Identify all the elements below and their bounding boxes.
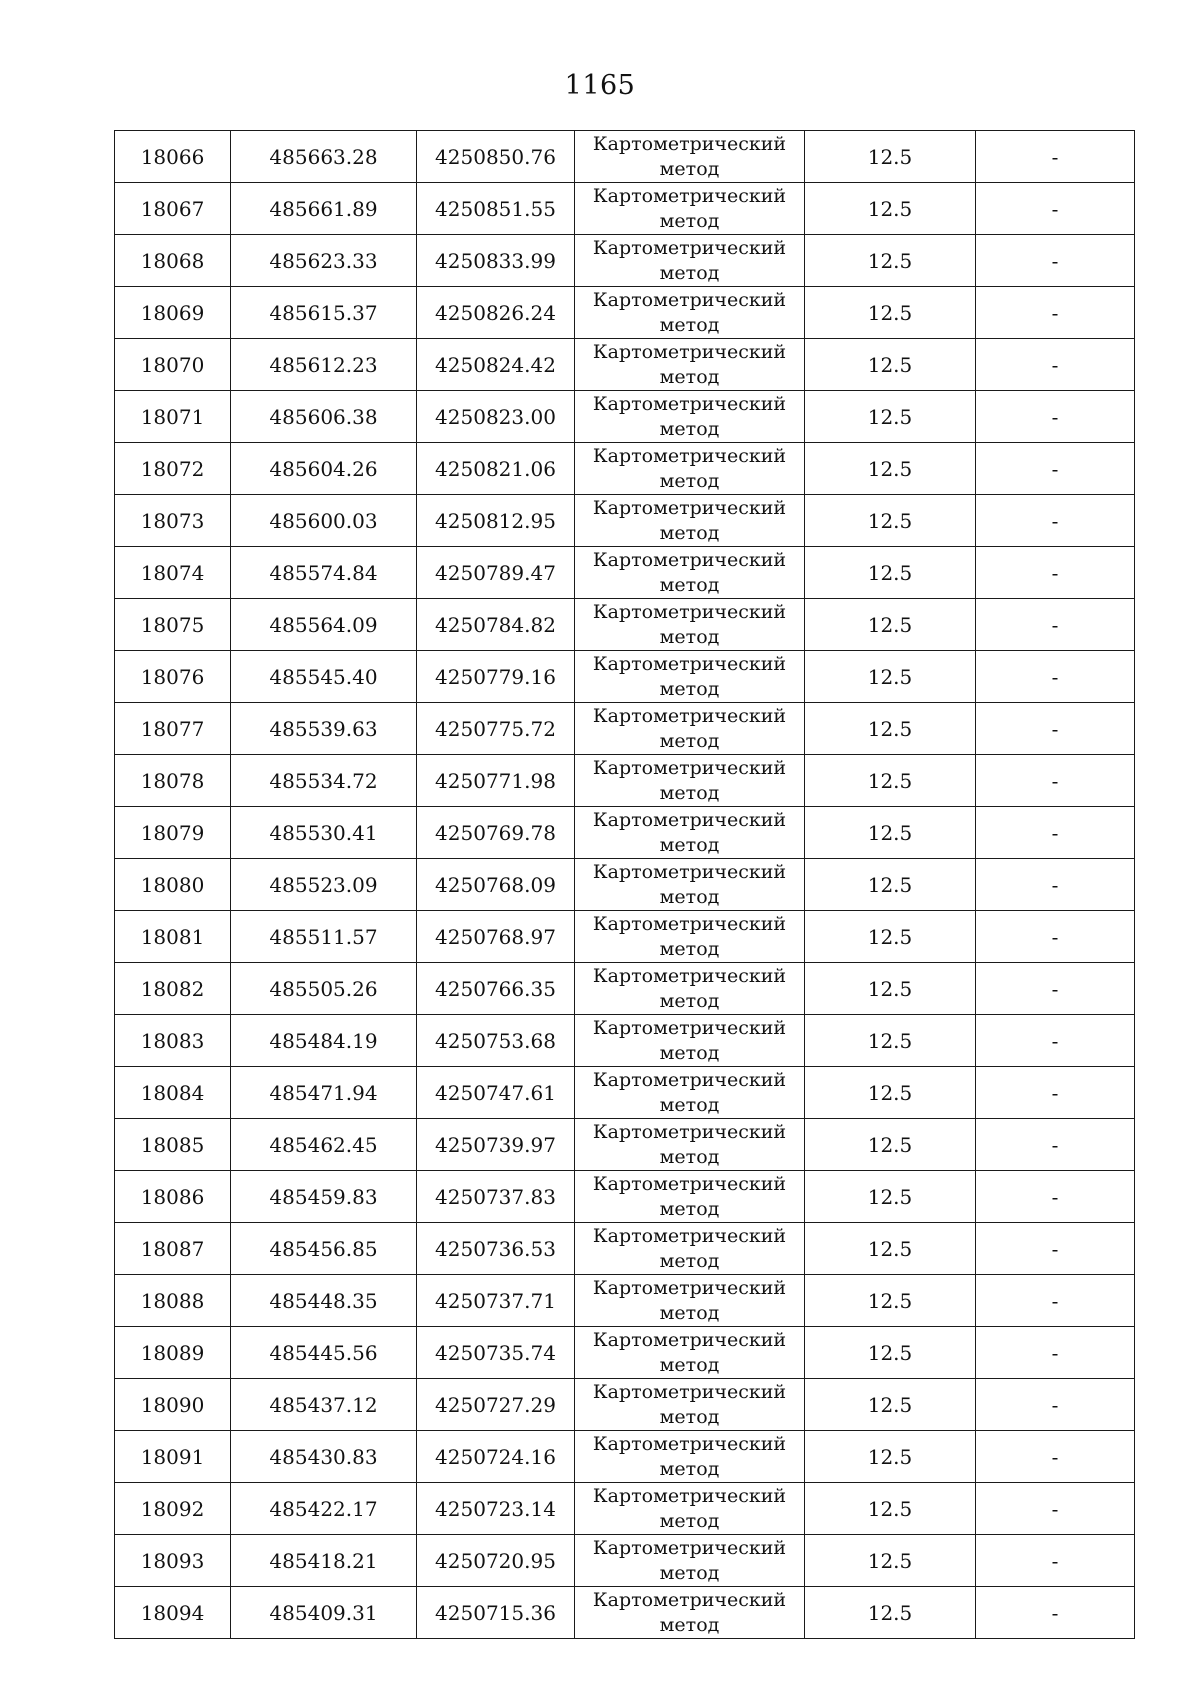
y-coordinate-cell: 4250724.16 (417, 1431, 575, 1483)
method-line-2: метод (659, 729, 720, 752)
note-cell: - (976, 391, 1135, 443)
method-line-1: Картометрический (592, 1380, 787, 1403)
method-line-1: Картометрический (592, 288, 787, 311)
method-cell (575, 131, 805, 183)
point-number-cell: 18094 (115, 1587, 231, 1639)
y-coordinate-cell: 4250715.36 (417, 1587, 575, 1639)
accuracy-cell: 12.5 (805, 1067, 976, 1119)
method-line-2: метод (659, 157, 720, 180)
x-coordinate-cell: 485623.33 (231, 235, 417, 287)
method-cell (575, 1431, 805, 1483)
y-coordinate-cell: 4250736.53 (417, 1223, 575, 1275)
method-cell (575, 339, 805, 391)
method-line-2: метод (659, 209, 720, 232)
note-cell: - (976, 1067, 1135, 1119)
method-cell (575, 1587, 805, 1639)
note-cell: - (976, 1379, 1135, 1431)
accuracy-cell: 12.5 (805, 131, 976, 183)
method-line-1: Картометрический (592, 1068, 787, 1091)
accuracy-cell: 12.5 (805, 1171, 976, 1223)
x-coordinate-cell: 485456.85 (231, 1223, 417, 1275)
accuracy-cell: 12.5 (805, 235, 976, 287)
x-coordinate-cell: 485505.26 (231, 963, 417, 1015)
x-coordinate-cell: 485574.84 (231, 547, 417, 599)
method-line-2: метод (659, 261, 720, 284)
method-line-1: Картометрический (592, 808, 787, 831)
note-cell: - (976, 1431, 1135, 1483)
table-row (115, 235, 1135, 287)
x-coordinate-cell: 485448.35 (231, 1275, 417, 1327)
method-line-1: Картометрический (592, 496, 787, 519)
method-cell (575, 183, 805, 235)
method-line-1: Картометрический (592, 1224, 787, 1247)
method-line-2: метод (659, 1197, 720, 1220)
accuracy-cell: 12.5 (805, 807, 976, 859)
point-number-cell: 18075 (115, 599, 231, 651)
note-cell: - (976, 287, 1135, 339)
page-number: 1165 (564, 70, 636, 101)
x-coordinate-cell: 485511.57 (231, 911, 417, 963)
method-line-1: Картометрический (592, 704, 787, 727)
method-cell (575, 1223, 805, 1275)
note-cell: - (976, 1171, 1135, 1223)
method-cell (575, 235, 805, 287)
note-cell: - (976, 807, 1135, 859)
table-row (115, 963, 1135, 1015)
point-number-cell: 18077 (115, 703, 231, 755)
y-coordinate-cell: 4250737.83 (417, 1171, 575, 1223)
method-line-2: метод (659, 625, 720, 648)
accuracy-cell: 12.5 (805, 651, 976, 703)
y-coordinate-cell: 4250720.95 (417, 1535, 575, 1587)
method-cell (575, 807, 805, 859)
accuracy-cell: 12.5 (805, 443, 976, 495)
method-line-2: метод (659, 521, 720, 544)
note-cell: - (976, 1483, 1135, 1535)
table-row (115, 651, 1135, 703)
method-line-2: метод (659, 1301, 720, 1324)
point-number-cell: 18088 (115, 1275, 231, 1327)
point-number-cell: 18086 (115, 1171, 231, 1223)
x-coordinate-cell: 485459.83 (231, 1171, 417, 1223)
method-cell (575, 1535, 805, 1587)
x-coordinate-cell: 485471.94 (231, 1067, 417, 1119)
note-cell: - (976, 755, 1135, 807)
method-line-2: метод (659, 313, 720, 336)
x-coordinate-cell: 485600.03 (231, 495, 417, 547)
note-cell: - (976, 183, 1135, 235)
note-cell: - (976, 131, 1135, 183)
method-line-1: Картометрический (592, 1016, 787, 1039)
accuracy-cell: 12.5 (805, 1379, 976, 1431)
method-line-1: Картометрический (592, 756, 787, 779)
method-line-1: Картометрический (592, 340, 787, 363)
method-cell (575, 1067, 805, 1119)
method-line-2: метод (659, 1613, 720, 1636)
method-line-1: Картометрический (592, 1484, 787, 1507)
x-coordinate-cell: 485484.19 (231, 1015, 417, 1067)
method-line-1: Картометрический (592, 444, 787, 467)
x-coordinate-cell: 485545.40 (231, 651, 417, 703)
accuracy-cell: 12.5 (805, 287, 976, 339)
table-row (115, 1431, 1135, 1483)
accuracy-cell: 12.5 (805, 1015, 976, 1067)
y-coordinate-cell: 4250768.97 (417, 911, 575, 963)
method-line-2: метод (659, 833, 720, 856)
method-cell (575, 1275, 805, 1327)
method-line-2: метод (659, 469, 720, 492)
method-line-2: метод (659, 1509, 720, 1532)
accuracy-cell: 12.5 (805, 1327, 976, 1379)
y-coordinate-cell: 4250766.35 (417, 963, 575, 1015)
x-coordinate-cell: 485418.21 (231, 1535, 417, 1587)
method-line-2: метод (659, 1145, 720, 1168)
accuracy-cell: 12.5 (805, 1223, 976, 1275)
method-cell (575, 1483, 805, 1535)
method-line-1: Картометрический (592, 652, 787, 675)
accuracy-cell: 12.5 (805, 495, 976, 547)
point-number-cell: 18087 (115, 1223, 231, 1275)
x-coordinate-cell: 485445.56 (231, 1327, 417, 1379)
method-line-1: Картометрический (592, 1432, 787, 1455)
method-cell (575, 1327, 805, 1379)
y-coordinate-cell: 4250753.68 (417, 1015, 575, 1067)
table-row (115, 495, 1135, 547)
method-cell (575, 599, 805, 651)
y-coordinate-cell: 4250850.76 (417, 131, 575, 183)
method-line-1: Картометрический (592, 1172, 787, 1195)
method-line-1: Картометрический (592, 184, 787, 207)
method-line-2: метод (659, 1249, 720, 1272)
x-coordinate-cell: 485663.28 (231, 131, 417, 183)
y-coordinate-cell: 4250727.29 (417, 1379, 575, 1431)
table-row (115, 1483, 1135, 1535)
method-cell (575, 495, 805, 547)
note-cell: - (976, 859, 1135, 911)
y-coordinate-cell: 4250735.74 (417, 1327, 575, 1379)
accuracy-cell: 12.5 (805, 1587, 976, 1639)
method-line-2: метод (659, 1561, 720, 1584)
coordinates-table (114, 130, 1135, 1639)
method-cell (575, 1015, 805, 1067)
table-row (115, 1067, 1135, 1119)
x-coordinate-cell: 485530.41 (231, 807, 417, 859)
method-line-2: метод (659, 365, 720, 388)
method-cell (575, 1379, 805, 1431)
method-line-1: Картометрический (592, 1120, 787, 1143)
method-line-1: Картометрический (592, 1536, 787, 1559)
point-number-cell: 18070 (115, 339, 231, 391)
point-number-cell: 18084 (115, 1067, 231, 1119)
method-cell (575, 287, 805, 339)
x-coordinate-cell: 485612.23 (231, 339, 417, 391)
table-row (115, 131, 1135, 183)
point-number-cell: 18090 (115, 1379, 231, 1431)
y-coordinate-cell: 4250824.42 (417, 339, 575, 391)
method-line-2: метод (659, 937, 720, 960)
table-row (115, 547, 1135, 599)
point-number-cell: 18072 (115, 443, 231, 495)
note-cell: - (976, 443, 1135, 495)
method-cell (575, 859, 805, 911)
table-row (115, 183, 1135, 235)
note-cell: - (976, 547, 1135, 599)
table-row (115, 1171, 1135, 1223)
note-cell: - (976, 1119, 1135, 1171)
x-coordinate-cell: 485534.72 (231, 755, 417, 807)
point-number-cell: 18076 (115, 651, 231, 703)
method-cell (575, 443, 805, 495)
table-row (115, 1327, 1135, 1379)
table-row (115, 287, 1135, 339)
point-number-cell: 18067 (115, 183, 231, 235)
table-row (115, 911, 1135, 963)
table-row (115, 1379, 1135, 1431)
y-coordinate-cell: 4250768.09 (417, 859, 575, 911)
y-coordinate-cell: 4250775.72 (417, 703, 575, 755)
table-row (115, 703, 1135, 755)
accuracy-cell: 12.5 (805, 547, 976, 599)
note-cell: - (976, 1223, 1135, 1275)
note-cell: - (976, 495, 1135, 547)
note-cell: - (976, 1535, 1135, 1587)
x-coordinate-cell: 485615.37 (231, 287, 417, 339)
note-cell: - (976, 1275, 1135, 1327)
note-cell: - (976, 1327, 1135, 1379)
table-row (115, 443, 1135, 495)
method-line-2: метод (659, 417, 720, 440)
x-coordinate-cell: 485462.45 (231, 1119, 417, 1171)
method-line-2: метод (659, 781, 720, 804)
method-line-1: Картометрический (592, 236, 787, 259)
x-coordinate-cell: 485437.12 (231, 1379, 417, 1431)
y-coordinate-cell: 4250789.47 (417, 547, 575, 599)
point-number-cell: 18066 (115, 131, 231, 183)
point-number-cell: 18079 (115, 807, 231, 859)
table-row (115, 1587, 1135, 1639)
method-line-2: метод (659, 885, 720, 908)
accuracy-cell: 12.5 (805, 1483, 976, 1535)
method-cell (575, 963, 805, 1015)
table-row (115, 1535, 1135, 1587)
accuracy-cell: 12.5 (805, 911, 976, 963)
point-number-cell: 18092 (115, 1483, 231, 1535)
method-cell (575, 1171, 805, 1223)
y-coordinate-cell: 4250771.98 (417, 755, 575, 807)
point-number-cell: 18074 (115, 547, 231, 599)
method-cell (575, 911, 805, 963)
table-row (115, 599, 1135, 651)
point-number-cell: 18073 (115, 495, 231, 547)
point-number-cell: 18082 (115, 963, 231, 1015)
method-line-1: Картометрический (592, 1276, 787, 1299)
accuracy-cell: 12.5 (805, 599, 976, 651)
x-coordinate-cell: 485422.17 (231, 1483, 417, 1535)
point-number-cell: 18071 (115, 391, 231, 443)
point-number-cell: 18068 (115, 235, 231, 287)
x-coordinate-cell: 485661.89 (231, 183, 417, 235)
coordinates-table-body (115, 131, 1135, 1639)
y-coordinate-cell: 4250812.95 (417, 495, 575, 547)
accuracy-cell: 12.5 (805, 859, 976, 911)
x-coordinate-cell: 485539.63 (231, 703, 417, 755)
note-cell: - (976, 911, 1135, 963)
method-line-1: Картометрический (592, 548, 787, 571)
table-row (115, 1223, 1135, 1275)
accuracy-cell: 12.5 (805, 183, 976, 235)
method-cell (575, 651, 805, 703)
method-cell (575, 703, 805, 755)
table-row (115, 859, 1135, 911)
method-line-2: метод (659, 1457, 720, 1480)
method-line-2: метод (659, 573, 720, 596)
accuracy-cell: 12.5 (805, 1535, 976, 1587)
y-coordinate-cell: 4250851.55 (417, 183, 575, 235)
accuracy-cell: 12.5 (805, 391, 976, 443)
table-row (115, 339, 1135, 391)
point-number-cell: 18085 (115, 1119, 231, 1171)
accuracy-cell: 12.5 (805, 1275, 976, 1327)
y-coordinate-cell: 4250747.61 (417, 1067, 575, 1119)
point-number-cell: 18091 (115, 1431, 231, 1483)
method-line-1: Картометрический (592, 912, 787, 935)
method-cell (575, 1119, 805, 1171)
x-coordinate-cell: 485409.31 (231, 1587, 417, 1639)
y-coordinate-cell: 4250769.78 (417, 807, 575, 859)
method-line-2: метод (659, 1405, 720, 1428)
point-number-cell: 18078 (115, 755, 231, 807)
table-row (115, 1275, 1135, 1327)
note-cell: - (976, 1015, 1135, 1067)
method-line-1: Картометрический (592, 600, 787, 623)
note-cell: - (976, 1587, 1135, 1639)
point-number-cell: 18069 (115, 287, 231, 339)
point-number-cell: 18089 (115, 1327, 231, 1379)
method-line-1: Картометрический (592, 392, 787, 415)
accuracy-cell: 12.5 (805, 755, 976, 807)
x-coordinate-cell: 485564.09 (231, 599, 417, 651)
y-coordinate-cell: 4250784.82 (417, 599, 575, 651)
y-coordinate-cell: 4250739.97 (417, 1119, 575, 1171)
y-coordinate-cell: 4250723.14 (417, 1483, 575, 1535)
note-cell: - (976, 235, 1135, 287)
y-coordinate-cell: 4250737.71 (417, 1275, 575, 1327)
x-coordinate-cell: 485606.38 (231, 391, 417, 443)
point-number-cell: 18081 (115, 911, 231, 963)
accuracy-cell: 12.5 (805, 339, 976, 391)
table-row (115, 1015, 1135, 1067)
method-line-1: Картометрический (592, 860, 787, 883)
note-cell: - (976, 599, 1135, 651)
accuracy-cell: 12.5 (805, 1119, 976, 1171)
table-row (115, 391, 1135, 443)
x-coordinate-cell: 485523.09 (231, 859, 417, 911)
y-coordinate-cell: 4250821.06 (417, 443, 575, 495)
accuracy-cell: 12.5 (805, 963, 976, 1015)
method-cell (575, 391, 805, 443)
y-coordinate-cell: 4250826.24 (417, 287, 575, 339)
note-cell: - (976, 339, 1135, 391)
y-coordinate-cell: 4250823.00 (417, 391, 575, 443)
table-row (115, 807, 1135, 859)
y-coordinate-cell: 4250779.16 (417, 651, 575, 703)
method-line-2: метод (659, 677, 720, 700)
accuracy-cell: 12.5 (805, 703, 976, 755)
x-coordinate-cell: 485430.83 (231, 1431, 417, 1483)
x-coordinate-cell: 485604.26 (231, 443, 417, 495)
table-row (115, 1119, 1135, 1171)
method-line-1: Картометрический (592, 132, 787, 155)
y-coordinate-cell: 4250833.99 (417, 235, 575, 287)
point-number-cell: 18093 (115, 1535, 231, 1587)
point-number-cell: 18080 (115, 859, 231, 911)
note-cell: - (976, 651, 1135, 703)
method-line-1: Картометрический (592, 1588, 787, 1611)
method-line-2: метод (659, 989, 720, 1012)
accuracy-cell: 12.5 (805, 1431, 976, 1483)
point-number-cell: 18083 (115, 1015, 231, 1067)
method-line-2: метод (659, 1093, 720, 1116)
note-cell: - (976, 963, 1135, 1015)
method-cell (575, 547, 805, 599)
method-line-1: Картометрический (592, 964, 787, 987)
method-line-2: метод (659, 1353, 720, 1376)
method-cell (575, 755, 805, 807)
note-cell: - (976, 703, 1135, 755)
table-row (115, 755, 1135, 807)
method-line-1: Картометрический (592, 1328, 787, 1351)
method-line-2: метод (659, 1041, 720, 1064)
